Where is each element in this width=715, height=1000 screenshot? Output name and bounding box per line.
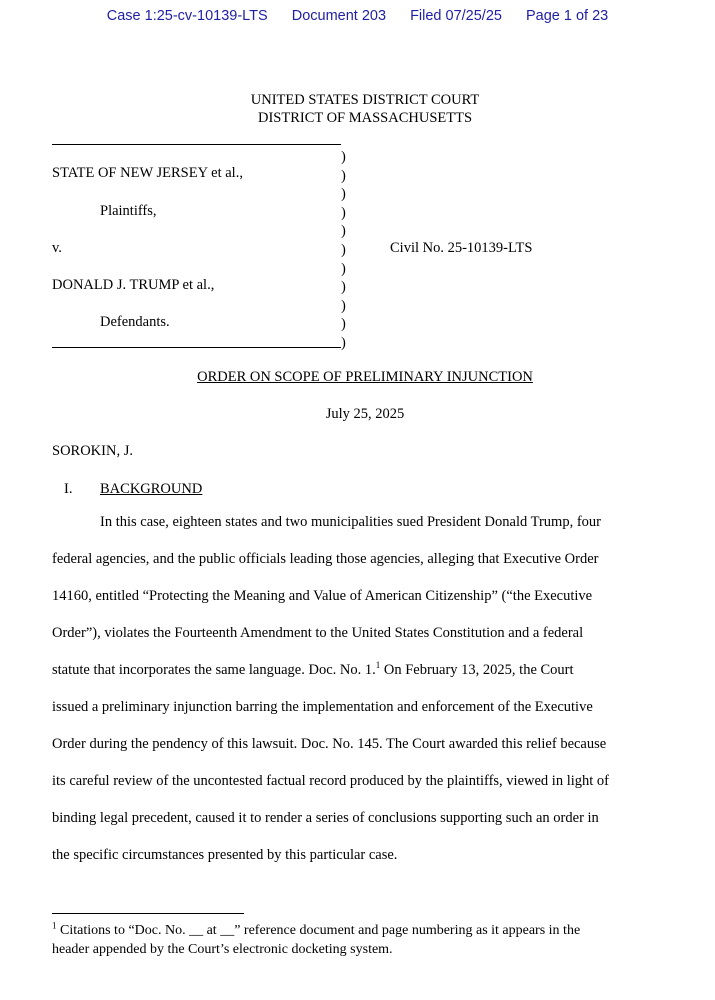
footnote-line-2: header appended by the Court’s electronic docketing system. [52,942,393,957]
plaintiff-name: STATE OF NEW JERSEY et al., [52,165,243,181]
court-name [0,91,715,127]
page-indicator: Page 1 of 23 [526,8,609,24]
judge-name: SOROKIN, J. [52,443,133,459]
section-title: BACKGROUND [100,481,203,497]
caption-bottom-rule [52,347,341,348]
section-number: I. [64,481,73,497]
body-line-5-text: statute that incorporates the same language. Doc. No. 1. [52,662,376,678]
footnote-rule [52,913,244,914]
body-line-7: Order during the pendency of this lawsuit. Doc. No. 145. The Court awarded this relief because [52,736,607,752]
body-line-8: its careful review of the uncontested factual record produced by the plaintiffs, viewed in light of [52,773,609,789]
body-line-1: In this case, eighteen states and two municipalities sued President Donald Trump, four [100,514,601,530]
document-number: Document 203 [291,8,387,24]
paren: ) [341,316,346,333]
filed-date: Filed 07/25/25 [410,8,502,24]
plaintiff-role: Plaintiffs, [100,203,157,219]
paren: ) [341,149,346,165]
caption-parentheses [341,148,346,353]
body-line-4: Order”), violates the Fourteenth Amendment to the United States Constitution and a federal [52,625,584,641]
body-line-5-tail: On February 13, 2025, the Court [380,662,574,678]
paren: ) [341,279,346,296]
body-line-3: 14160, entitled “Protecting the Meaning and Value of American Citizenship” (“the Executive [52,588,593,604]
paren: ) [341,260,346,277]
order-title [0,369,715,386]
court-line-2: DISTRICT OF MASSACHUSETTS [257,110,473,126]
paren: ) [341,334,346,351]
caption-top-rule [52,144,341,145]
paren: ) [341,186,346,203]
footnote-reference[interactable]: 1 [375,660,381,671]
body-line-9: binding legal precedent, caused it to render a series of conclusions supporting such an order in [52,810,599,826]
ecf-header [0,8,715,24]
case-number: Case 1:25-cv-10139-LTS [106,8,268,24]
order-title-text: ORDER ON SCOPE OF PRELIMINARY INJUNCTION [197,369,533,385]
paren: ) [341,241,346,258]
body-line-6: issued a preliminary injunction barring the implementation and enforcement of the Executive [52,699,593,715]
paren: ) [341,204,346,221]
body-line-10: the specific circumstances presented by this particular case. [52,847,398,863]
civil-number: Civil No. 25-10139-LTS [390,240,533,256]
section-heading [64,481,202,498]
body-line-5 [52,662,574,679]
versus: v. [52,240,62,256]
defendant-name: DONALD J. TRUMP et al., [52,277,215,293]
paren: ) [341,167,346,184]
footnote-line-1 [52,920,581,939]
body-line-2: federal agencies, and the public officials leading those agencies, alleging that Executive Order [52,551,599,567]
paren: ) [341,223,346,240]
paren: ) [341,297,346,314]
footnote-mark: 1 [52,920,57,931]
footnote-text-1: Citations to “Doc. No. __ at __” reference document and page numbering as it appears in the [56,923,581,938]
order-date: July 25, 2025 [325,406,405,422]
court-line-1: UNITED STATES DISTRICT COURT [250,92,480,108]
defendant-role: Defendants. [100,314,170,330]
